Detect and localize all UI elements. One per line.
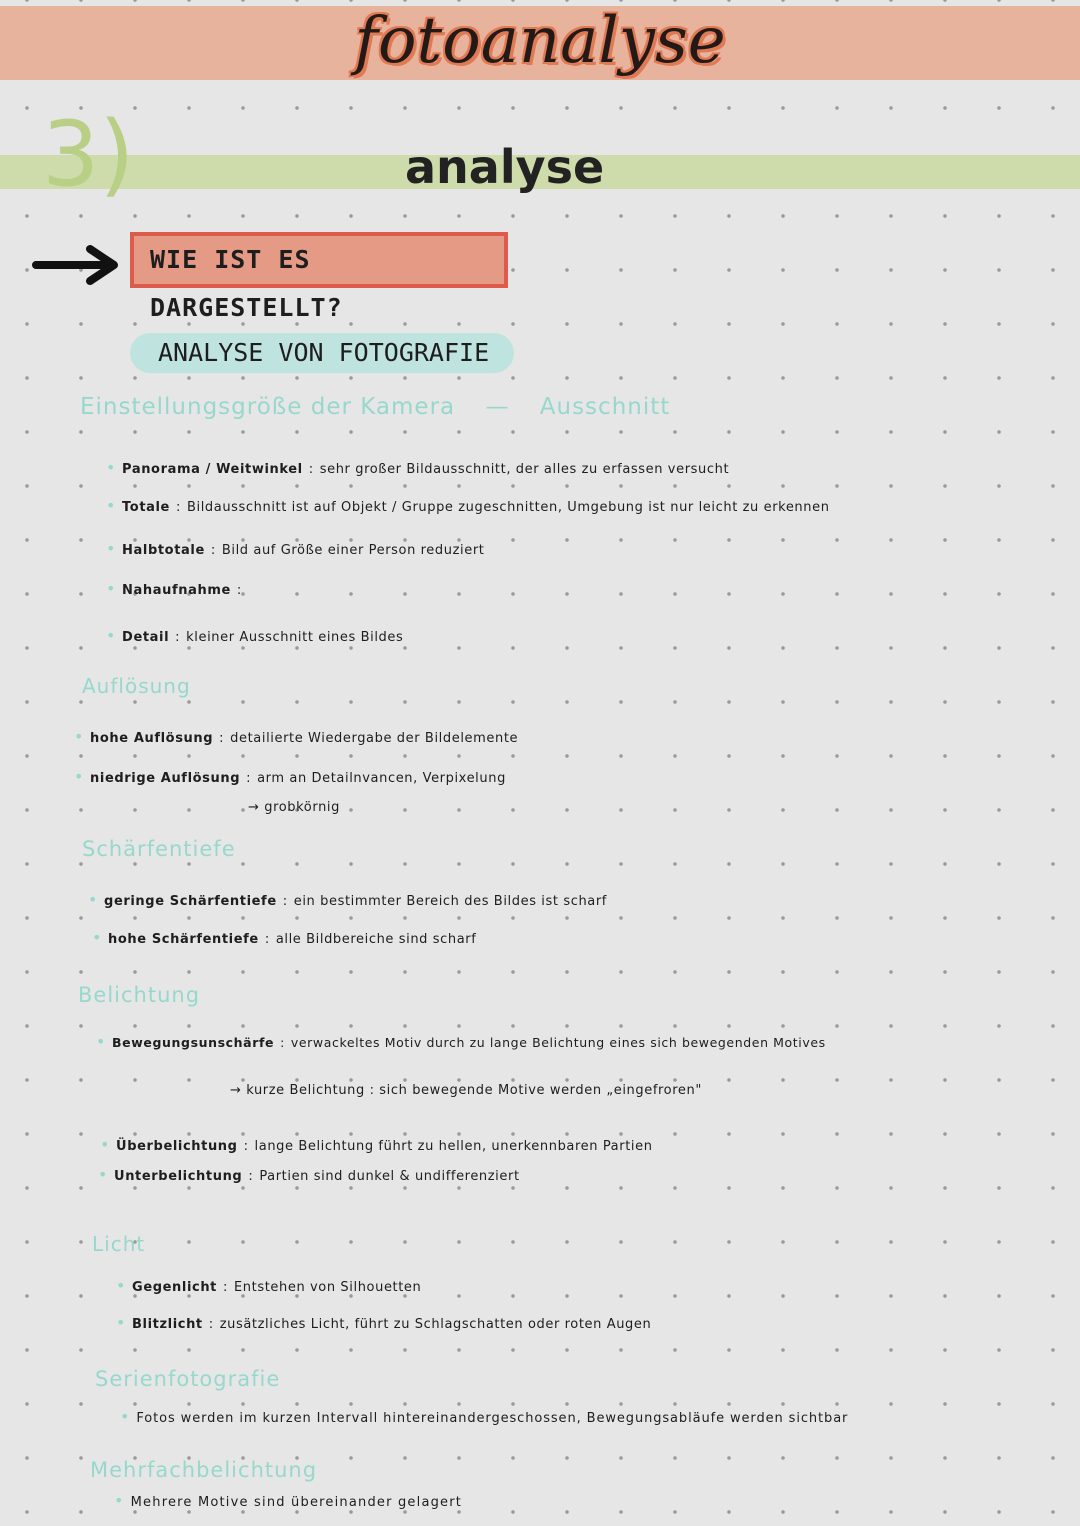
heading-mehrfachbelichtung: Mehrfachbelichtung [90, 1458, 318, 1482]
list-item: • Bewegungsunschärfe : verwackeltes Motiv durch zu lange Belichtung eines sich bewegenden Motives [96, 1032, 826, 1051]
heading-schaerfentiefe: Schärfentiefe [82, 837, 236, 861]
subtitle-pill: ANALYSE VON FOTOGRAFIE [130, 333, 514, 373]
list-item: • Blitzlicht : zusätzliches Licht, führt zu Schlagschatten oder roten Augen [116, 1313, 652, 1332]
note-kurze-belichtung: → kurze Belichtung : sich bewegende Motive werden „eingefroren" [230, 1083, 702, 1098]
list-item: • Gegenlicht : Entstehen von Silhouetten [116, 1276, 422, 1295]
list-item: • hohe Auflösung : detailierte Wiedergabe der Bildelemente [74, 727, 519, 746]
heading-licht: Licht [92, 1232, 146, 1256]
list-item: • Halbtotale : Bild auf Größe einer Person reduziert [106, 539, 485, 558]
list-item: • Überbelichtung : lange Belichtung führt zu hellen, unerkennbaren Partien [100, 1135, 653, 1154]
list-item: • Unterbelichtung : Partien sind dunkel & undifferenziert [98, 1165, 520, 1184]
list-item: • Mehrere Motive sind übereinander gelagert [114, 1491, 463, 1510]
heading-dash: — [485, 394, 510, 420]
heading-serienfotografie: Serienfotografie [95, 1367, 281, 1391]
list-item: • Panorama / Weitwinkel : sehr großer Bildausschnitt, der alles zu erfassen versucht [106, 458, 730, 477]
section-title: analyse [405, 140, 605, 194]
heading-aufloesung: Auflösung [82, 674, 191, 698]
page-title: fotoanalyse [354, 4, 726, 78]
heading-einstellung-b: Ausschnitt [539, 394, 671, 420]
list-item: • Fotos werden im kurzen Intervall hintereinandergeschossen, Bewegungsabläufe werden sichtbar [120, 1407, 849, 1426]
list-item: • Nahaufnahme : [106, 579, 242, 598]
heading-einstellung [80, 394, 670, 420]
list-item: • Totale : Bildausschnitt ist auf Objekt / Gruppe zugeschnitten, Umgebung ist nur leicht zu erkennen [106, 496, 830, 515]
list-item: • geringe Schärfentiefe : ein bestimmter Bereich des Bildes ist scharf [88, 890, 607, 909]
note-grobkoernig: → grobkörnig [248, 800, 340, 815]
right-arrow-icon [30, 240, 125, 290]
section-number: 3) [42, 102, 135, 207]
list-item: • hohe Schärfentiefe : alle Bildbereiche sind scharf [92, 928, 477, 947]
list-item: • niedrige Auflösung : arm an Detailnvancen, Verpixelung [74, 767, 506, 786]
question-box: WIE IST ES DARGESTELLT? [130, 232, 508, 288]
list-item: • Detail : kleiner Ausschnitt eines Bildes [106, 626, 404, 645]
heading-einstellung-a: Einstellungsgröße der Kamera [80, 394, 456, 420]
heading-belichtung: Belichtung [78, 983, 201, 1007]
